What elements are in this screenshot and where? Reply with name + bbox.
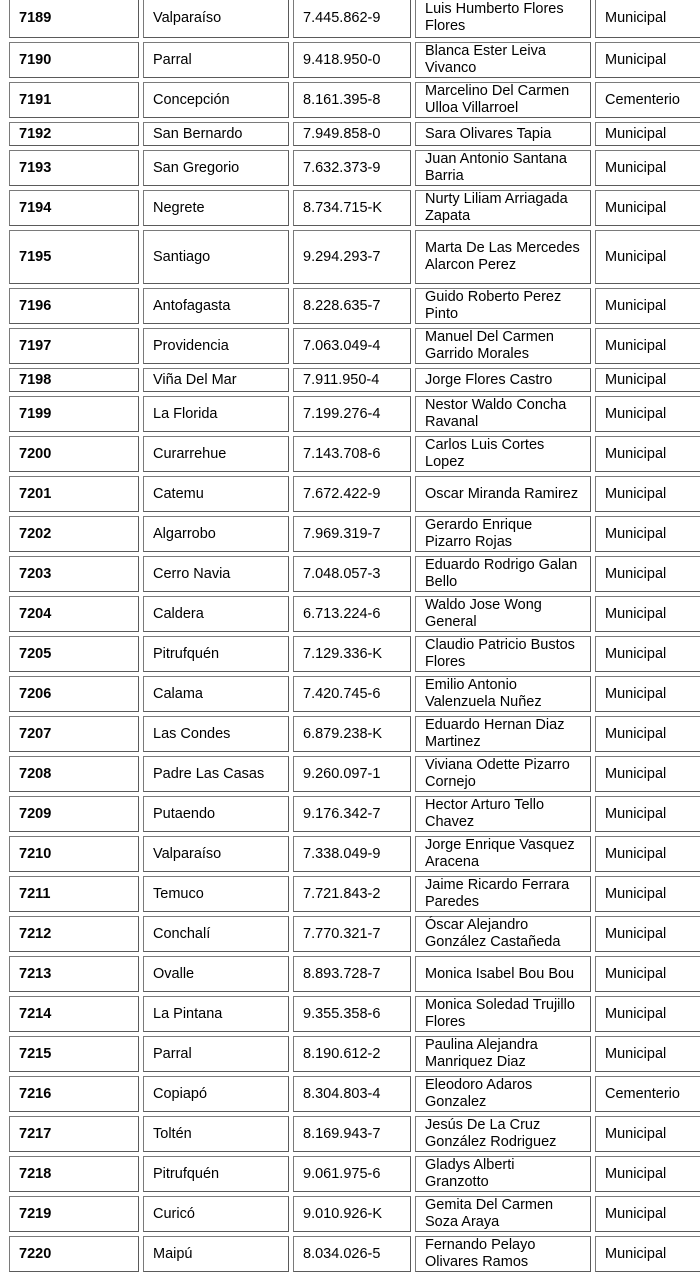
cell-nombre: Guido Roberto Perez Pinto — [415, 288, 591, 324]
table-row — [9, 328, 700, 364]
cell-rut: 8.304.803-4 — [293, 1076, 411, 1112]
cell-tipo: Municipal — [595, 756, 700, 792]
cell-id: 7213 — [9, 956, 139, 992]
cell-comuna: Toltén — [143, 1116, 289, 1152]
table-row — [9, 288, 700, 324]
cell-rut: 9.418.950-0 — [293, 42, 411, 78]
cell-tipo: Municipal — [595, 916, 700, 952]
cell-id: 7216 — [9, 1076, 139, 1112]
cell-tipo: Municipal — [595, 876, 700, 912]
cell-nombre: Nurty Liliam Arriagada Zapata — [415, 190, 591, 226]
cell-rut: 9.010.926-K — [293, 1196, 411, 1232]
cell-id: 7191 — [9, 82, 139, 118]
table-row — [9, 756, 700, 792]
table-row — [9, 1076, 700, 1112]
table-row — [9, 1236, 700, 1272]
table-row — [9, 230, 700, 284]
cell-id: 7211 — [9, 876, 139, 912]
cell-tipo: Municipal — [595, 0, 700, 38]
cell-id: 7202 — [9, 516, 139, 552]
cell-tipo: Municipal — [595, 796, 700, 832]
cell-id: 7206 — [9, 676, 139, 712]
cell-nombre: Juan Antonio Santana Barria — [415, 150, 591, 186]
cell-comuna: Santiago — [143, 230, 289, 284]
cell-id: 7199 — [9, 396, 139, 432]
table-row — [9, 876, 700, 912]
cell-id: 7208 — [9, 756, 139, 792]
cell-comuna: Valparaíso — [143, 0, 289, 38]
cell-comuna: Curicó — [143, 1196, 289, 1232]
cell-id: 7196 — [9, 288, 139, 324]
cell-nombre: Fernando Pelayo Olivares Ramos — [415, 1236, 591, 1272]
table-row — [9, 436, 700, 472]
cell-nombre: Manuel Del Carmen Garrido Morales — [415, 328, 591, 364]
cell-rut: 7.143.708-6 — [293, 436, 411, 472]
table-row — [9, 596, 700, 632]
cell-id: 7210 — [9, 836, 139, 872]
cell-nombre: Gladys Alberti Granzotto — [415, 1156, 591, 1192]
table-row — [9, 916, 700, 952]
cell-tipo: Municipal — [595, 368, 700, 392]
cell-tipo: Municipal — [595, 636, 700, 672]
cell-id: 7190 — [9, 42, 139, 78]
cell-nombre: Eleodoro Adaros Gonzalez — [415, 1076, 591, 1112]
cell-rut: 7.338.049-9 — [293, 836, 411, 872]
cell-nombre: Viviana Odette Pizarro Cornejo — [415, 756, 591, 792]
cell-tipo: Municipal — [595, 230, 700, 284]
cell-comuna: Negrete — [143, 190, 289, 226]
cell-id: 7215 — [9, 1036, 139, 1072]
cell-nombre: Nestor Waldo Concha Ravanal — [415, 396, 591, 432]
cell-rut: 8.893.728-7 — [293, 956, 411, 992]
cell-rut: 8.169.943-7 — [293, 1116, 411, 1152]
cell-tipo: Municipal — [595, 996, 700, 1032]
cell-id: 7209 — [9, 796, 139, 832]
cell-nombre: Oscar Miranda Ramirez — [415, 476, 591, 512]
cell-rut: 6.879.238-K — [293, 716, 411, 752]
table-row — [9, 82, 700, 118]
cell-rut: 7.632.373-9 — [293, 150, 411, 186]
records-table-body — [9, 0, 700, 1272]
table-row — [9, 1196, 700, 1232]
cell-nombre: Luis Humberto Flores Flores — [415, 0, 591, 38]
cell-nombre: Monica Isabel Bou Bou — [415, 956, 591, 992]
cell-comuna: San Bernardo — [143, 122, 289, 146]
cell-rut: 7.048.057-3 — [293, 556, 411, 592]
cell-comuna: Parral — [143, 42, 289, 78]
cell-id: 7212 — [9, 916, 139, 952]
cell-comuna: Putaendo — [143, 796, 289, 832]
cell-rut: 8.190.612-2 — [293, 1036, 411, 1072]
cell-comuna: Conchalí — [143, 916, 289, 952]
cell-tipo: Municipal — [595, 328, 700, 364]
cell-rut: 7.770.321-7 — [293, 916, 411, 952]
cell-nombre: Blanca Ester Leiva Vivanco — [415, 42, 591, 78]
cell-rut: 9.176.342-7 — [293, 796, 411, 832]
cell-nombre: Jorge Enrique Vasquez Aracena — [415, 836, 591, 872]
cell-rut: 7.420.745-6 — [293, 676, 411, 712]
cell-comuna: Antofagasta — [143, 288, 289, 324]
cell-id: 7194 — [9, 190, 139, 226]
cell-comuna: Providencia — [143, 328, 289, 364]
cell-comuna: Las Condes — [143, 716, 289, 752]
cell-tipo: Cementerio — [595, 82, 700, 118]
cell-rut: 8.034.026-5 — [293, 1236, 411, 1272]
cell-nombre: Marta De Las Mercedes Alarcon Perez — [415, 230, 591, 284]
cell-tipo: Municipal — [595, 476, 700, 512]
cell-nombre: Jesús De La Cruz González Rodriguez — [415, 1116, 591, 1152]
cell-id: 7204 — [9, 596, 139, 632]
cell-nombre: Jaime Ricardo Ferrara Paredes — [415, 876, 591, 912]
cell-nombre: Monica Soledad Trujillo Flores — [415, 996, 591, 1032]
cell-comuna: San Gregorio — [143, 150, 289, 186]
cell-id: 7193 — [9, 150, 139, 186]
table-row — [9, 190, 700, 226]
cell-rut: 7.199.276-4 — [293, 396, 411, 432]
table-row — [9, 956, 700, 992]
cell-tipo: Municipal — [595, 956, 700, 992]
cell-id: 7189 — [9, 0, 139, 38]
table-row — [9, 516, 700, 552]
table-row — [9, 796, 700, 832]
cell-comuna: Pitrufquén — [143, 636, 289, 672]
cell-id: 7219 — [9, 1196, 139, 1232]
cell-nombre: Paulina Alejandra Manriquez Diaz — [415, 1036, 591, 1072]
cell-rut: 7.672.422-9 — [293, 476, 411, 512]
table-row — [9, 836, 700, 872]
cell-rut: 7.445.862-9 — [293, 0, 411, 38]
cell-nombre: Óscar Alejandro González Castañeda — [415, 916, 591, 952]
cell-rut: 9.355.358-6 — [293, 996, 411, 1032]
cell-rut: 8.161.395-8 — [293, 82, 411, 118]
cell-comuna: Parral — [143, 1036, 289, 1072]
table-row — [9, 368, 700, 392]
cell-tipo: Municipal — [595, 836, 700, 872]
cell-tipo: Municipal — [595, 190, 700, 226]
cell-id: 7218 — [9, 1156, 139, 1192]
table-row — [9, 42, 700, 78]
cell-id: 7195 — [9, 230, 139, 284]
cell-rut: 7.949.858-0 — [293, 122, 411, 146]
cell-id: 7217 — [9, 1116, 139, 1152]
cell-comuna: Cerro Navia — [143, 556, 289, 592]
cell-rut: 8.734.715-K — [293, 190, 411, 226]
cell-tipo: Municipal — [595, 122, 700, 146]
cell-rut: 7.129.336-K — [293, 636, 411, 672]
cell-id: 7192 — [9, 122, 139, 146]
cell-comuna: Catemu — [143, 476, 289, 512]
cell-comuna: Temuco — [143, 876, 289, 912]
cell-tipo: Municipal — [595, 516, 700, 552]
cell-tipo: Municipal — [595, 596, 700, 632]
cell-tipo: Municipal — [595, 396, 700, 432]
cell-tipo: Municipal — [595, 436, 700, 472]
cell-tipo: Municipal — [595, 556, 700, 592]
cell-rut: 7.721.843-2 — [293, 876, 411, 912]
table-row — [9, 396, 700, 432]
cell-comuna: Maipú — [143, 1236, 289, 1272]
cell-tipo: Municipal — [595, 42, 700, 78]
cell-tipo: Municipal — [595, 716, 700, 752]
table-row — [9, 0, 700, 38]
cell-comuna: Viña Del Mar — [143, 368, 289, 392]
cell-nombre: Jorge Flores Castro — [415, 368, 591, 392]
cell-comuna: Curarrehue — [143, 436, 289, 472]
table-row — [9, 476, 700, 512]
cell-comuna: Algarrobo — [143, 516, 289, 552]
cell-id: 7220 — [9, 1236, 139, 1272]
cell-comuna: Valparaíso — [143, 836, 289, 872]
cell-comuna: La Florida — [143, 396, 289, 432]
cell-comuna: Ovalle — [143, 956, 289, 992]
cell-rut: 8.228.635-7 — [293, 288, 411, 324]
cell-comuna: La Pintana — [143, 996, 289, 1032]
cell-id: 7205 — [9, 636, 139, 672]
cell-nombre: Gerardo Enrique Pizarro Rojas — [415, 516, 591, 552]
cell-nombre: Marcelino Del Carmen Ulloa Villarroel — [415, 82, 591, 118]
cell-rut: 7.063.049-4 — [293, 328, 411, 364]
cell-tipo: Municipal — [595, 1116, 700, 1152]
cell-id: 7201 — [9, 476, 139, 512]
table-row — [9, 636, 700, 672]
cell-nombre: Eduardo Rodrigo Galan Bello — [415, 556, 591, 592]
cell-rut: 6.713.224-6 — [293, 596, 411, 632]
table-row — [9, 556, 700, 592]
table-row — [9, 1036, 700, 1072]
cell-nombre: Claudio Patricio Bustos Flores — [415, 636, 591, 672]
cell-rut: 9.294.293-7 — [293, 230, 411, 284]
table-row — [9, 996, 700, 1032]
cell-nombre: Waldo Jose Wong General — [415, 596, 591, 632]
table-row — [9, 1156, 700, 1192]
cell-tipo: Municipal — [595, 1036, 700, 1072]
cell-id: 7198 — [9, 368, 139, 392]
cell-id: 7214 — [9, 996, 139, 1032]
table-row — [9, 716, 700, 752]
table-row — [9, 122, 700, 146]
table-row — [9, 150, 700, 186]
cell-nombre: Eduardo Hernan Diaz Martinez — [415, 716, 591, 752]
table-row — [9, 676, 700, 712]
cell-id: 7207 — [9, 716, 139, 752]
cell-nombre: Emilio Antonio Valenzuela Nuñez — [415, 676, 591, 712]
cell-comuna: Calama — [143, 676, 289, 712]
cell-tipo: Municipal — [595, 1236, 700, 1272]
cell-rut: 9.260.097-1 — [293, 756, 411, 792]
cell-tipo: Municipal — [595, 1156, 700, 1192]
cell-rut: 7.911.950-4 — [293, 368, 411, 392]
cell-comuna: Copiapó — [143, 1076, 289, 1112]
cell-nombre: Carlos Luis Cortes Lopez — [415, 436, 591, 472]
cell-id: 7203 — [9, 556, 139, 592]
cell-rut: 7.969.319-7 — [293, 516, 411, 552]
cell-tipo: Municipal — [595, 1196, 700, 1232]
table-row — [9, 1116, 700, 1152]
cell-tipo: Municipal — [595, 150, 700, 186]
cell-comuna: Pitrufquén — [143, 1156, 289, 1192]
cell-comuna: Concepción — [143, 82, 289, 118]
cell-tipo: Municipal — [595, 288, 700, 324]
cell-tipo: Cementerio — [595, 1076, 700, 1112]
cell-rut: 9.061.975-6 — [293, 1156, 411, 1192]
records-table — [5, 0, 700, 1276]
cell-id: 7200 — [9, 436, 139, 472]
cell-nombre: Hector Arturo Tello Chavez — [415, 796, 591, 832]
cell-id: 7197 — [9, 328, 139, 364]
cell-comuna: Caldera — [143, 596, 289, 632]
cell-nombre: Gemita Del Carmen Soza Araya — [415, 1196, 591, 1232]
cell-nombre: Sara Olivares Tapia — [415, 122, 591, 146]
cell-tipo: Municipal — [595, 676, 700, 712]
cell-comuna: Padre Las Casas — [143, 756, 289, 792]
